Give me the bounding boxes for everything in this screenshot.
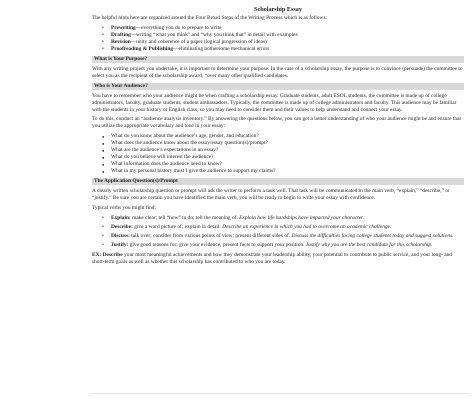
verb-example: Explain how life hardships have impacted your character. [239,214,364,221]
verb-example: Justify why you are the best candidate for this scholarship. [305,241,433,248]
verb-term: Describe: [111,223,133,230]
application-paragraph-2: Typical verbs you might find: [92,205,156,212]
intro-paragraph: The helpful hints here are organized around the Four Broad Steps of the Writing Process which is as follows: [92,15,327,22]
list-item [102,242,464,249]
verb-example: Discuss the difficulties facing college students today and suggest solutions. [291,232,454,239]
verb-term: Explain: [111,214,131,221]
list-item [102,39,464,46]
document-body [92,6,464,266]
application-paragraph-1: A clearly written scholarship question or prompt will ask the writer to perform a task well. That task will be communicated in the main verb, “explain,” “describe,” or “justify.” Be sure you are certain you have identified the main verb, you will be ready to begin to write your essay with confidence. [92,188,450,202]
verb-example: Describe an experience in which you had to overcome an academic challenge. [222,223,392,230]
verb-desc: talk over; consider from various points of view; present different sides of. [129,232,292,239]
example-paragraph [92,252,464,266]
list-item [102,224,464,231]
list-item [102,32,464,39]
verb-term: Discuss: [111,232,130,239]
list-item [102,25,464,32]
list-item: ● What does the audience know about the essay/essay question(s)/prompt? [102,140,464,147]
verb-term: Justify: [111,241,129,248]
page-divider [90,393,470,394]
section-heading-audience: Who is Your Audience? [92,83,464,90]
list-item: ● What information does the audience need to know? [102,161,464,168]
list-item: ● What do you believe will interest the audience? [102,154,464,161]
example-label: EX: Describe [92,251,123,258]
list-item [102,46,464,53]
step-term: Drafting [111,31,131,38]
verb-desc: give good reasons for; give your evidence; present facts to support your position. [128,241,306,248]
step-desc: —unity and coherence of a paper (logical progression of ideas) [130,38,267,45]
list-item: ● What in my personal history must I give the audience to support my claims? [102,168,464,175]
audience-questions-list [92,133,464,175]
step-desc: —eliminating bothersome mechanical errors [173,45,270,52]
verb-desc: give a word picture of; explain in detail. [132,223,223,230]
purpose-paragraph: With any writing project you undertake, it is important to determine your purpose. In the case of a scholarship essay, the purpose is to convince (persuade) the committee to select you as the recipient of the scholarship award, “over many other qualified candidates. [92,65,463,79]
step-term: Prewriting [111,24,136,31]
list-item [102,215,464,222]
example-body: your most meaningful achievements and how they demonstrate your leadership ability, your potential to contribute to public service, and your long- and short-term goals as well as whether this scholarship has contributed to who you are today. [92,251,452,265]
audience-paragraph-1: You have to remember who your audience might be when crafting a scholarship essay. Graduate students, adult ESOL students, the committee is made up of college administrators, faculty, graduate students, student ambassadors. Typically, the committee is made up of college administrators and faculty. This audience may be familiar with the students in your history or English class, so you may need to consider them and their values to help understand and connect your essay. [92,92,457,113]
writing-steps-list [92,25,464,53]
document-title: Scholarship Essay [254,6,302,13]
section-heading-application: The Application Question(s)/Prompt [92,178,464,185]
step-desc: —writing “what you think” and “why you think that” in detail with examples [130,31,298,38]
audience-paragraph-2: To do this, conduct an “audience analysis inventory.” By answering the questions below, you can get a better understanding of who your audience might be and ensure that you utilize the appropriate vocabulary and tone in your essay: [92,116,461,130]
list-item: ● What are the audience’s expectations in an essay? [102,147,464,154]
section-heading-purpose: What is Your Purpose? [92,56,464,63]
verb-desc: make clear; tell “how” to do; tell the meaning of. [130,214,240,221]
step-desc: —everything you do to prepare to write [135,24,222,31]
verbs-list [92,215,464,249]
list-item [102,233,464,240]
step-term: Revision [111,38,131,45]
step-term: Proofreading & Publishing [111,45,174,52]
list-item: ● What do you know about the audience’s age, gender, and education? [102,133,464,140]
